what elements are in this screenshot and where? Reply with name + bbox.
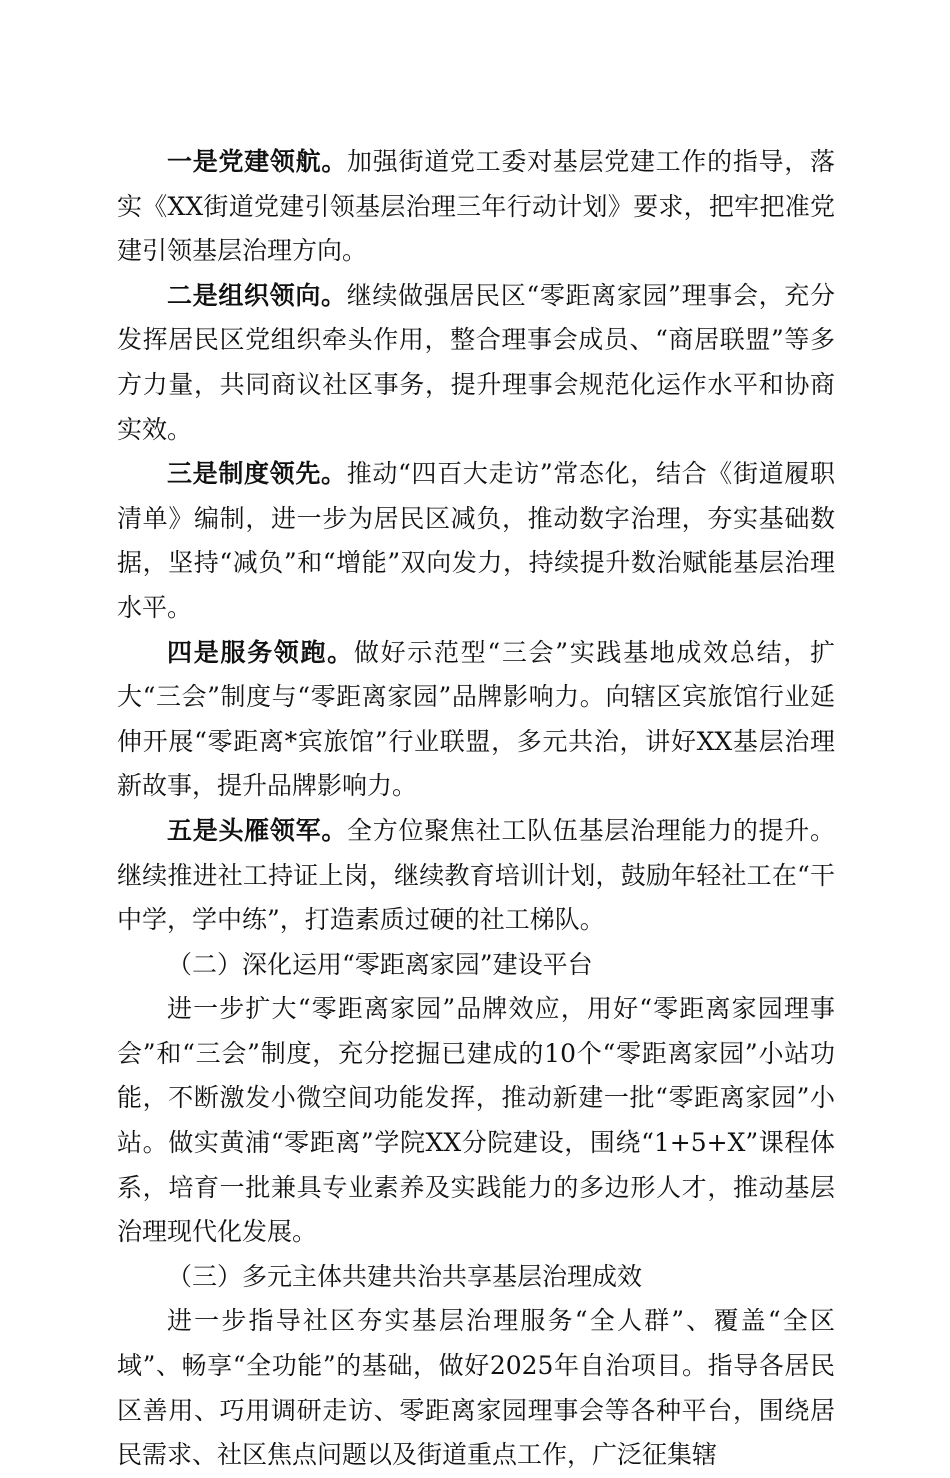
paragraph-leadership [117,809,835,943]
paragraph-body: 推动“四百大走访”常态化，结合《街道履职清单》编制，进一步为居民区减负，推动数字治理，夯实基础数据，坚持“减负”和“增能”双向发力，持续提升数治赋能基层治理水平。 [117,459,835,622]
paragraph-body: 继续做强居民区“零距离家园”理事会，充分发挥居民区党组织牵头作用，整合理事会成员、“商居联盟”等多方力量，共同商议社区事务，提升理事会规范化运作水平和协商实效。 [117,280,835,444]
paragraph-organization [117,274,835,452]
paragraph-body: 加强街道党工委对基层党建工作的指导，落实《XX街道党建引领基层治理三年行动计划》要求，把牢把准党建引领基层治理方向。 [117,147,835,266]
paragraph-lead: 一是党建领航。 [167,147,348,176]
paragraph-service [117,631,835,809]
document-body [117,140,835,1478]
section-heading-3: （三）多元主体共建共治共享基层治理成效 [167,1261,643,1291]
section-heading-2: （二）深化运用“零距离家园”建设平台 [167,949,593,979]
paragraph-party-building [117,140,835,274]
section-body-2: 进一步扩大“零距离家园”品牌效应，用好“零距离家园理事会”和“三会”制度，充分挖掘已建成的10个“零距离家园”小站功能，不断激发小微空间功能发挥，推动新建一批“零距离家园”小站。做实黄浦“零距离”学院XX分院建设，围绕“1+5+X”课程体系，培育一批兼具专业素养及实践能力的多边形人才，推动基层治理现代化发展。 [117,994,835,1247]
paragraph-system [117,452,835,630]
section-body-3: 进一步指导社区夯实基层治理服务“全人群”、覆盖“全区域”、畅享“全功能”的基础，做好2025年自治项目。指导各居民区善用、巧用调研走访、零距离家园理事会等各种平台，围绕居民需求、社区焦点问题以及街道重点工作，广泛征集辖 [117,1306,835,1470]
paragraph-body: 全方位聚焦社工队伍基层治理能力的提升。继续推进社工持证上岗，继续教育培训计划，鼓励年轻社工在“干中学，学中练”，打造素质过硬的社工梯队。 [117,815,835,935]
paragraph-lead: 四是服务领跑。 [167,637,354,667]
paragraph-body: 做好示范型“三会”实践基地成效总结，扩大“三会”制度与“零距离家园”品牌影响力。向辖区宾旅馆行业延伸开展“零距离*宾旅馆”行业联盟，多元共治，讲好XX基层治理新故事，提升品牌影响力。 [117,637,835,801]
paragraph-lead: 三是制度领先。 [167,459,347,489]
paragraph-lead: 二是组织领向。 [167,280,347,310]
paragraph-lead: 五是头雁领军。 [167,815,348,845]
